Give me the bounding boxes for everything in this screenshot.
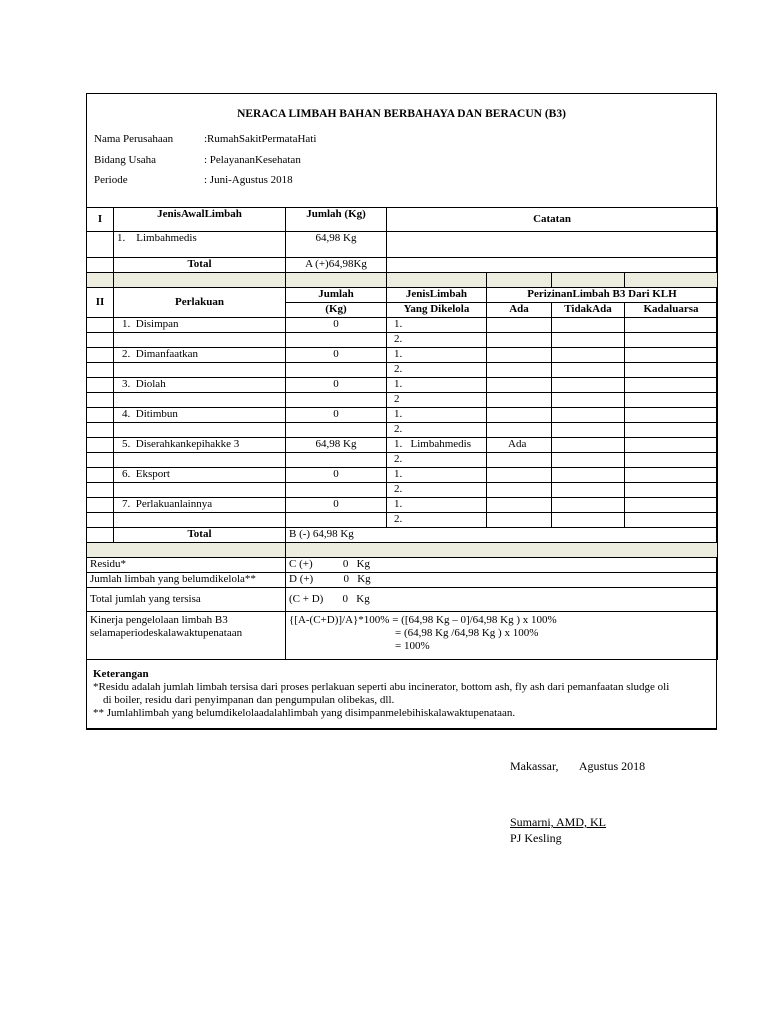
total-label: Total — [114, 528, 286, 543]
kinerja-label: Kinerja pengelolaan limbah B3 selamaperiodeskalawaktupenataan — [87, 612, 286, 660]
treatment-ada — [487, 468, 552, 483]
col-catatan: Catatan — [387, 208, 718, 232]
residu-label: Residu* — [87, 558, 286, 573]
info-label: Bidang Usaha — [94, 154, 157, 166]
table-row — [87, 513, 718, 528]
item-value: 64,98 Kg — [286, 232, 387, 258]
treatment-ada — [487, 378, 552, 393]
signature-name: Sumarni, AMD, KL — [510, 815, 606, 829]
belum-row — [87, 573, 718, 588]
treatment-j2: 2. — [387, 483, 487, 498]
residu-row — [87, 558, 718, 573]
col-kadaluarsa: Kadaluarsa — [625, 303, 718, 318]
treatment-qty: 0 — [286, 498, 387, 513]
col-jenis-limbah: JenisLimbah — [387, 288, 487, 303]
treatment-name: 1. Disimpan — [114, 318, 286, 333]
keterangan-heading: Keterangan — [93, 668, 149, 680]
treatment-qty: 0 — [286, 378, 387, 393]
col-yang-dikelola: Yang Dikelola — [387, 303, 487, 318]
keterangan-note: *Residu adalah jumlah limbah tersisa dari proses perlakuan seperti abu incinerator, bottom ash, fly ash dari pemanfaatan sludge oli — [93, 681, 670, 693]
table-row — [87, 363, 718, 378]
section2-roman: II — [87, 288, 114, 318]
col-perizinan: PerizinanLimbah B3 Dari KLH — [487, 288, 718, 303]
info-label: Periode — [94, 174, 128, 186]
table-row — [87, 333, 718, 348]
tersisa-label: Total jumlah yang tersisa — [87, 588, 286, 612]
treatment-j2: 2 — [387, 393, 487, 408]
tersisa-row — [87, 588, 718, 612]
treatment-qty: 0 — [286, 408, 387, 423]
info-label: Nama Perusahaan — [94, 133, 174, 145]
spacer-row — [87, 543, 718, 558]
kinerja-formula: {[A-(C+D)]/A}*100% = ([64,98 Kg – 0]/64,98 Kg ) x 100% = (64,98 Kg /64,98 Kg ) x 100% = 100% — [286, 612, 718, 660]
col-perlakuan: Perlakuan — [114, 288, 286, 318]
treatment-ada — [487, 408, 552, 423]
treatment-ada: Ada — [487, 438, 552, 453]
table-row — [87, 393, 718, 408]
section2-header-row — [87, 288, 718, 303]
treatment-name: 3. Diolah — [114, 378, 286, 393]
info-value: :RumahSakitPermataHati — [204, 133, 317, 145]
table-row — [87, 408, 718, 423]
document-title: NERACA LIMBAH BAHAN BERBAHAYA DAN BERACUN (B3) — [237, 108, 566, 120]
treatment-ada — [487, 318, 552, 333]
col-jumlah-kg: Jumlah (Kg) — [286, 208, 387, 232]
col-jenis-awal: JenisAwalLimbah — [114, 208, 286, 232]
table-row — [87, 483, 718, 498]
table-row — [87, 498, 718, 513]
table-row — [87, 423, 718, 438]
info-row-business — [94, 154, 301, 166]
treatment-qty: 0 — [286, 468, 387, 483]
col-tidak-ada: TidakAda — [552, 303, 625, 318]
keterangan-box — [86, 666, 717, 730]
table-row — [87, 468, 718, 483]
kinerja-row — [87, 612, 718, 660]
spacer-row — [87, 273, 718, 288]
signature-role: PJ Kesling — [510, 831, 562, 845]
treatment-j1: 1. — [387, 498, 487, 513]
treatment-rows — [87, 318, 718, 528]
total-value: B (-) 64,98 Kg — [286, 528, 718, 543]
total-value: A (+)64,98Kg — [286, 258, 387, 273]
belum-label: Jumlah limbah yang belumdikelola** — [87, 573, 286, 588]
treatment-j1: 1. — [387, 468, 487, 483]
treatment-j2: 2. — [387, 423, 487, 438]
treatment-name: 6. Eksport — [114, 468, 286, 483]
section1-header-row — [87, 208, 718, 232]
document-frame — [86, 93, 717, 729]
section2-total-row — [87, 528, 718, 543]
section1-roman: I — [87, 208, 114, 232]
treatment-qty: 0 — [286, 348, 387, 363]
item-name: 1. Limbahmedis — [114, 232, 286, 258]
section1-item-row — [87, 232, 718, 258]
keterangan-note: di boiler, residu dari penyimpanan dan pengumpulan olibekas, dll. — [103, 694, 395, 706]
residu-value: C (+) 0 Kg — [286, 558, 718, 573]
table-row — [87, 318, 718, 333]
treatment-qty: 0 — [286, 318, 387, 333]
treatment-j1: 1. — [387, 378, 487, 393]
info-row-company — [94, 133, 316, 145]
col-ada: Ada — [487, 303, 552, 318]
treatment-j1: 1. Limbahmedis — [387, 438, 487, 453]
tersisa-value: (C + D) 0 Kg — [286, 588, 718, 612]
info-value: : Juni-Agustus 2018 — [204, 174, 293, 186]
table-row — [87, 453, 718, 468]
treatment-name: 7. Perlakuanlainnya — [114, 498, 286, 513]
treatment-name: 2. Dimanfaatkan — [114, 348, 286, 363]
section1-total-row — [87, 258, 718, 273]
info-row-period — [94, 174, 293, 186]
keterangan-note: ** Jumlahlimbah yang belumdikelolaadalahlimbah yang disimpanmelebihiskalawaktupenataan. — [93, 707, 516, 719]
treatment-j2: 2. — [387, 513, 487, 528]
info-value: : PelayananKesehatan — [204, 154, 301, 166]
treatment-j2: 2. — [387, 363, 487, 378]
treatment-name: 4. Ditimbun — [114, 408, 286, 423]
treatment-qty: 64,98 Kg — [286, 438, 387, 453]
treatment-j2: 2. — [387, 333, 487, 348]
waste-balance-table — [86, 207, 718, 660]
belum-value: D (+) 0 Kg — [286, 573, 718, 588]
table-row — [87, 348, 718, 363]
col-jumlah: Jumlah — [286, 288, 387, 303]
col-kg: (Kg) — [286, 303, 387, 318]
table-row — [87, 378, 718, 393]
treatment-j1: 1. — [387, 318, 487, 333]
table-row — [87, 438, 718, 453]
treatment-j2: 2. — [387, 453, 487, 468]
signature-place-date: Makassar, Agustus 2018 — [510, 759, 646, 773]
treatment-j1: 1. — [387, 408, 487, 423]
total-label: Total — [114, 258, 286, 273]
treatment-ada — [487, 498, 552, 513]
treatment-j1: 1. — [387, 348, 487, 363]
treatment-name: 5. Diserahkankepihakke 3 — [114, 438, 286, 453]
treatment-ada — [487, 348, 552, 363]
